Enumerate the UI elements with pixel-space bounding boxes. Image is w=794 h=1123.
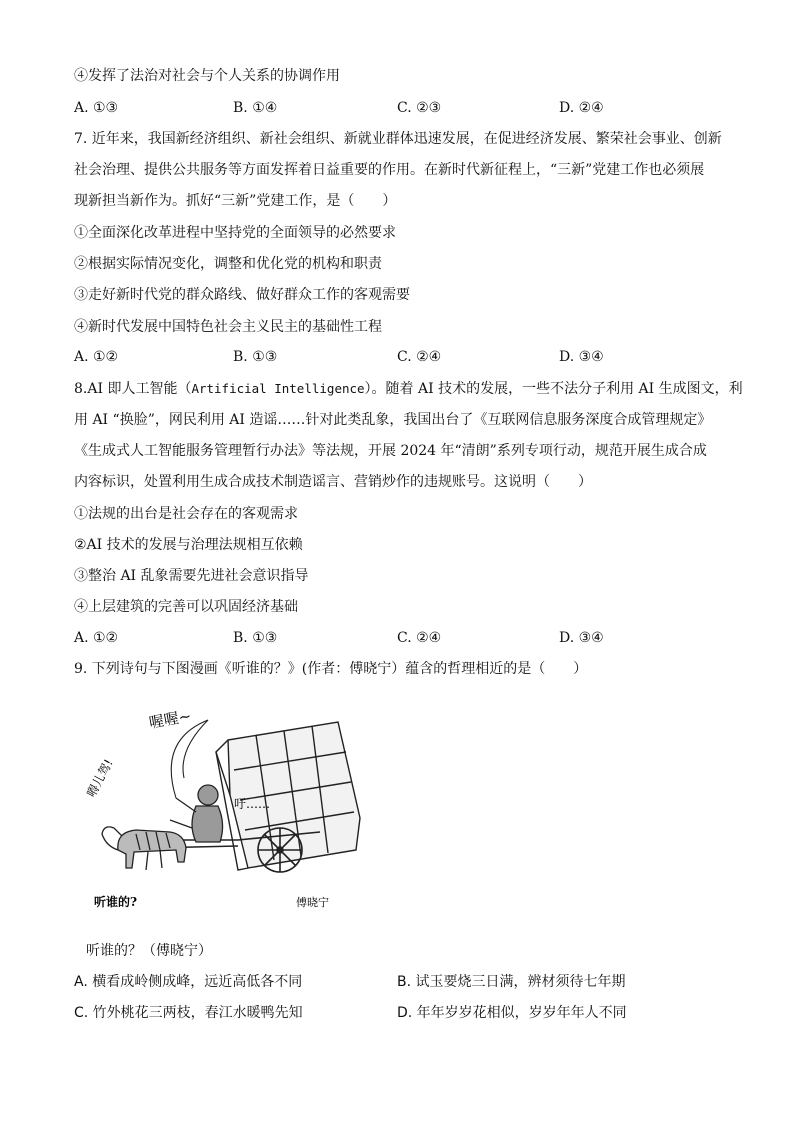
cartoon-caption-author: 傅晓宁 [296, 896, 329, 909]
q7-stem-line-3: 现新担当新作为。抓好“三新”党建工作，是（ ） [74, 193, 397, 209]
q6-option-b[interactable]: B. ①④ [233, 100, 278, 116]
cartoon-shout-top: 喔喔~ [147, 706, 193, 732]
cartoon-caption-title: 听谁的? [94, 895, 138, 909]
q7-stem-line-2: 社会治理、提供公共服务等方面发挥着日益重要的作用。在新时代新征程上，“三新”党建工作也必须展 [74, 162, 705, 178]
q7-stem-line-1: 7. 近年来，我国新经济组织、新社会组织、新就业群体迅速发展，在促进经济发展、繁荣社会事业、创新 [74, 131, 722, 147]
q9-option-b[interactable]: B. 试玉要烧三日满，辨材须待七年期 [397, 974, 626, 990]
cartoon-image [84, 700, 388, 915]
q9-option-a[interactable]: A. 横看成岭侧成峰，远近高低各不同 [74, 974, 303, 990]
q8-stem-suffix: ）。随着 AI 技术的发展，一些不法分子利用 AI 生成图文，利 [364, 381, 743, 397]
q7-option-b[interactable]: B. ①③ [233, 349, 278, 365]
q8-stem-line-3: 《生成式人工智能服务管理暂行办法》等法规，开展 2024 年“清朗”系列专项行动，规范开展生成合成 [74, 443, 707, 459]
q9-option-d[interactable]: D. 年年岁岁花相似，岁岁年年人不同 [397, 1005, 627, 1021]
q8-item-1: ①法规的出台是社会存在的客观需求 [74, 506, 298, 522]
cartoon-sigh: 吁…… [234, 797, 271, 811]
q9-figure-caption: 听谁的？（傅晓宁） [86, 943, 212, 959]
q6-option-a[interactable]: A. ①③ [74, 100, 119, 116]
q8-option-a[interactable]: A. ①② [74, 630, 119, 646]
q6-item-4: ④发挥了法治对社会与个人关系的协调作用 [74, 68, 340, 84]
q7-option-a[interactable]: A. ①② [74, 349, 119, 365]
q9-option-c[interactable]: C. 竹外桃花三两枝，春江水暖鸭先知 [74, 1005, 303, 1021]
q8-option-b[interactable]: B. ①③ [233, 630, 278, 646]
q7-item-4: ④新时代发展中国特色社会主义民主的基础性工程 [74, 319, 382, 335]
cargo-box-illustration [216, 722, 360, 870]
driver-illustration [170, 785, 223, 842]
q7-item-1: ①全面深化改革进程中坚持党的全面领导的必然要求 [74, 225, 396, 241]
q8-item-2: ②AI 技术的发展与治理法规相互依赖 [74, 537, 303, 553]
cartoon-shout-left: 嘚儿驾! [84, 756, 116, 800]
q8-stem-line-1 [74, 380, 743, 398]
q7-option-c[interactable]: C. ②④ [397, 349, 442, 365]
q8-stem-prefix: 8.AI 即人工智能（ [74, 381, 192, 397]
q6-option-c[interactable]: C. ②③ [397, 100, 442, 116]
q8-option-c[interactable]: C. ②④ [397, 630, 442, 646]
q8-stem-line-4: 内容标识，处置利用生成合成技术制造谣言、营销炒作的违规账号。这说明（ ） [74, 474, 592, 490]
q8-stem-term: Artificial Intelligence [191, 381, 365, 396]
q9-stem: 9. 下列诗句与下图漫画《听谁的？》(作者：傅晓宁）蕴含的哲理相近的是（ ） [74, 661, 588, 677]
q8-item-3: ③整治 AI 乱象需要先进社会意识指导 [74, 568, 309, 584]
q8-option-d[interactable]: D. ③④ [559, 630, 604, 646]
horse-illustration [102, 827, 186, 870]
q8-stem-line-2: 用 AI “换脸”，网民利用 AI 造谣……针对此类乱象，我国出台了《互联网信息服务深度合成管理规定》 [74, 412, 712, 428]
q6-option-d[interactable]: D. ②④ [559, 100, 604, 116]
q7-option-d[interactable]: D. ③④ [559, 349, 604, 365]
q8-item-4: ④上层建筑的完善可以巩固经济基础 [74, 599, 298, 615]
q7-item-3: ③走好新时代党的群众路线、做好群众工作的客观需要 [74, 287, 410, 303]
q7-item-2: ②根据实际情况变化，调整和优化党的机构和职责 [74, 256, 382, 272]
